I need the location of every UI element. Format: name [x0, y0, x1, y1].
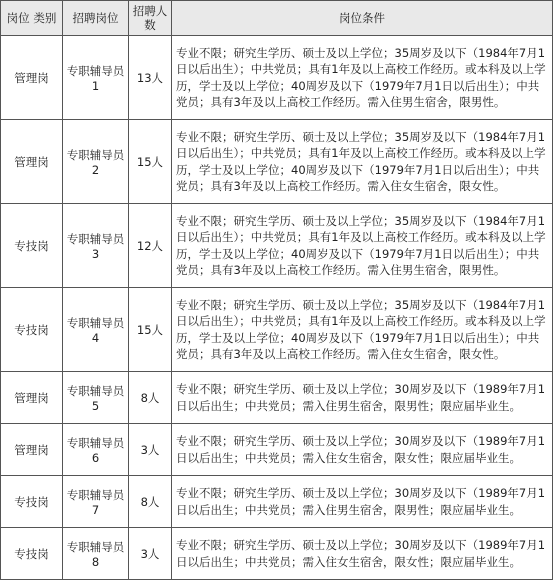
post-cell: 专职辅导员2: [63, 120, 129, 204]
post-cell: 专职辅导员6: [63, 424, 129, 476]
count-cell: 13人: [129, 36, 172, 120]
position-type-cell: 专技岗: [1, 204, 63, 288]
table-row: [1, 372, 553, 424]
table-row: [1, 288, 553, 372]
position-type-cell: 管理岗: [1, 424, 63, 476]
table-row: [1, 476, 553, 528]
conditions-cell: 专业不限；研究生学历、硕士及以上学位；30周岁及以下（1989年7月1日以后出生；中共党员；需入住女生宿舍，限女性；限应届毕业生。: [172, 528, 553, 580]
conditions-cell: 专业不限；研究生学历、硕士及以上学位；35周岁及以下（1984年7月1日以后出生）；中共党员；具有1年及以上高校工作经历。或本科及以上学历，学士及以上学位；40周岁及以下（1979年7月1日以后出生）；中共党员；具有3年及以上高校工作经历。需入住女生宿舍，限女性。: [172, 288, 553, 372]
conditions-cell: 专业不限；研究生学历、硕士及以上学位；35周岁及以下（1984年7月1日以后出生）；中共党员；具有1年及以上高校工作经历。或本科及以上学历，学士及以上学位；40周岁及以下（1979年7月1日以后出生）；中共党员；具有3年及以上高校工作经历。需入住女生宿舍，限女性。: [172, 120, 553, 204]
conditions-cell: 专业不限；研究生学历、硕士及以上学位；35周岁及以下（1984年7月1日以后出生）；中共党员；具有1年及以上高校工作经历。或本科及以上学历，学士及以上学位；40周岁及以下（1979年7月1日以后出生）；中共党员；具有3年及以上高校工作经历。需入住男生宿舍，限男性。: [172, 204, 553, 288]
conditions-cell: 专业不限；研究生学历、硕士及以上学位；30周岁及以下（1989年7月1日以后出生；中共党员；需入住男生宿舍，限男性；限应届毕业生。: [172, 476, 553, 528]
position-type-cell: 管理岗: [1, 120, 63, 204]
table-header-row: [1, 1, 553, 36]
post-cell: 专职辅导员5: [63, 372, 129, 424]
header-position-type: 岗位 类别: [1, 1, 63, 36]
count-cell: 15人: [129, 120, 172, 204]
post-cell: 专职辅导员1: [63, 36, 129, 120]
conditions-cell: 专业不限；研究生学历、硕士及以上学位；30周岁及以下（1989年7月1日以后出生；中共党员；需入住女生宿舍，限女性；限应届毕业生。: [172, 424, 553, 476]
header-conditions: 岗位条件: [172, 1, 553, 36]
table-row: [1, 204, 553, 288]
count-cell: 12人: [129, 204, 172, 288]
post-cell: 专职辅导员7: [63, 476, 129, 528]
position-type-cell: 专技岗: [1, 476, 63, 528]
table-row: [1, 424, 553, 476]
count-cell: 8人: [129, 372, 172, 424]
conditions-cell: 专业不限；研究生学历、硕士及以上学位；30周岁及以下（1989年7月1日以后出生；中共党员；需入住男生宿舍，限男性；限应届毕业生。: [172, 372, 553, 424]
table-row: [1, 528, 553, 580]
position-type-cell: 专技岗: [1, 288, 63, 372]
position-type-cell: 专技岗: [1, 528, 63, 580]
count-cell: 3人: [129, 424, 172, 476]
post-cell: 专职辅导员8: [63, 528, 129, 580]
post-cell: 专职辅导员3: [63, 204, 129, 288]
conditions-cell: 专业不限；研究生学历、硕士及以上学位；35周岁及以下（1984年7月1日以后出生）；中共党员；具有1年及以上高校工作经历。或本科及以上学历，学士及以上学位；40周岁及以下（1979年7月1日以后出生）；中共党员；具有3年及以上高校工作经历。需入住男生宿舍，限男性。: [172, 36, 553, 120]
header-post: 招聘岗位: [63, 1, 129, 36]
table-row: [1, 36, 553, 120]
post-cell: 专职辅导员4: [63, 288, 129, 372]
count-cell: 8人: [129, 476, 172, 528]
count-cell: 3人: [129, 528, 172, 580]
header-count: 招聘人数: [129, 1, 172, 36]
table-row: [1, 120, 553, 204]
position-type-cell: 管理岗: [1, 372, 63, 424]
count-cell: 15人: [129, 288, 172, 372]
position-type-cell: 管理岗: [1, 36, 63, 120]
